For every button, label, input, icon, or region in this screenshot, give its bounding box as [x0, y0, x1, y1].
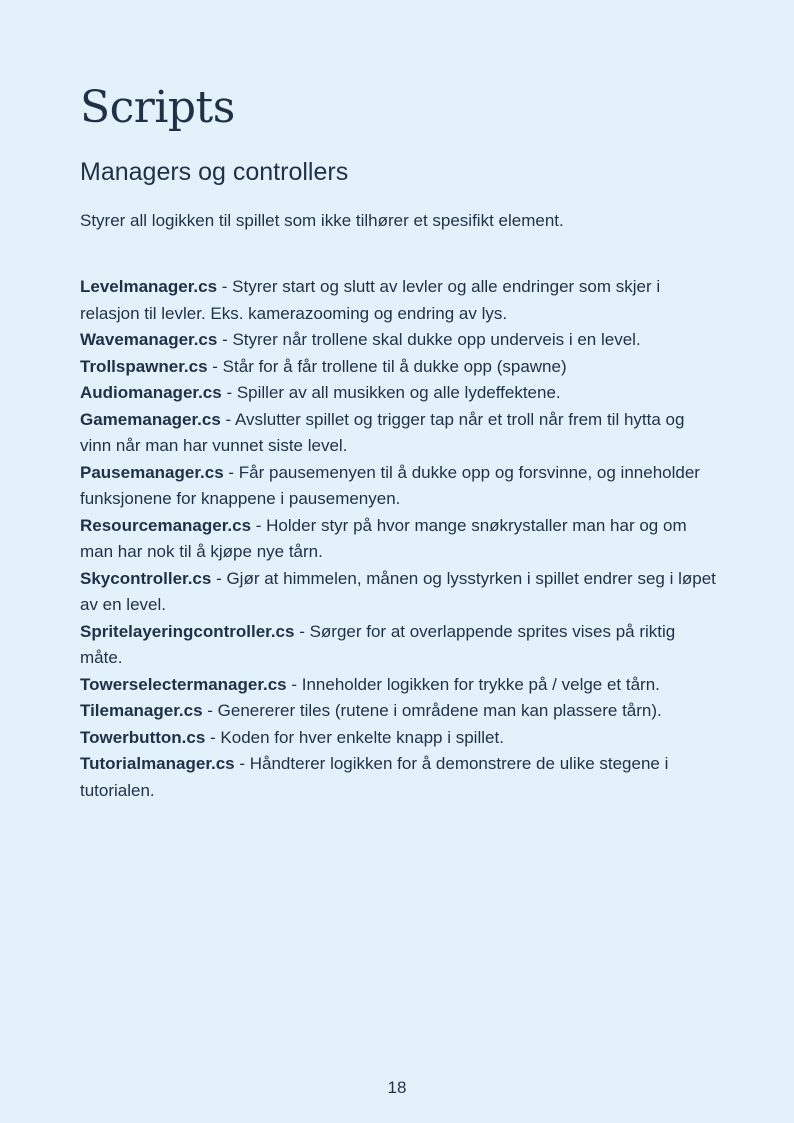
script-name: Wavemanager.cs — [80, 330, 218, 349]
script-name: Towerbutton.cs — [80, 727, 206, 747]
script-entry-skycontroller — [80, 566, 716, 619]
script-name: Spritelayeringcontroller.cs — [80, 621, 295, 641]
script-description: Håndterer logikken for å demonstrere de ulike stegene i tutorialen. — [80, 754, 669, 800]
separator: - — [223, 462, 239, 482]
separator: - — [205, 727, 221, 747]
separator: - — [294, 621, 310, 641]
script-description: Står for å får trollene til å dukke opp (spawne) — [222, 356, 567, 376]
separator: - — [207, 356, 223, 376]
separator: - — [251, 515, 267, 535]
script-entry-pausemanager — [80, 460, 716, 513]
separator: - — [220, 409, 235, 429]
separator: - — [221, 383, 237, 402]
page-number: 18 — [387, 1078, 407, 1097]
script-entry-levelmanager — [80, 274, 716, 327]
script-entry-gamemanager — [80, 407, 716, 460]
script-name: Towerselectermanager.cs — [80, 674, 287, 694]
script-entry-towerselectermanager — [80, 672, 716, 699]
page-title: Scripts — [80, 82, 235, 133]
script-entry-wavemanager — [80, 327, 716, 354]
script-name: Levelmanager.cs — [80, 277, 218, 296]
script-name: Resourcemanager.cs — [80, 515, 252, 535]
script-description: Gjør at himmelen, månen og lysstyrken i spillet endrer seg i løpet av en level. — [80, 568, 716, 614]
separator: - — [286, 674, 302, 694]
separator: - — [217, 277, 233, 296]
script-description: Genererer tiles (rutene i områdene man kan plassere tårn). — [217, 701, 662, 720]
script-name: Audiomanager.cs — [80, 383, 222, 402]
script-description: Inneholder logikken for trykke på / velge et tårn. — [301, 674, 660, 694]
script-name: Tilemanager.cs — [80, 701, 203, 720]
script-description: Styrer når trollene skal dukke opp underveis i en level. — [232, 330, 641, 349]
script-description: Sørger for at overlappende sprites vises på riktig måte. — [80, 621, 676, 667]
separator: - — [217, 330, 233, 349]
script-name: Skycontroller.cs — [80, 568, 212, 588]
script-list — [80, 274, 716, 804]
script-name: Gamemanager.cs — [80, 409, 221, 429]
script-entry-spritelayeringcontroller — [80, 619, 716, 672]
script-description: Får pausemenyen til å dukke opp og forsvinne, og inneholder funksjonene for knappene i pausemenyen. — [80, 462, 700, 508]
script-description: Holder styr på hvor mange snøkrystaller man har og om man har nok til å kjøpe nye tårn. — [80, 515, 687, 561]
script-description: Avslutter spillet og trigger tap når et troll når frem til hytta og vinn når man har vunnet siste level. — [80, 409, 685, 455]
script-entry-tilemanager — [80, 698, 716, 725]
script-entry-towerbutton — [80, 725, 716, 752]
script-name: Pausemanager.cs — [80, 462, 224, 482]
separator: - — [211, 568, 227, 588]
intro-paragraph: Styrer all logikken til spillet som ikke tilhører et spesifikt element. — [80, 211, 564, 230]
script-description: Styrer start og slutt av levler og alle endringer som skjer i relasjon til levler. Eks. kamerazooming og endring av lys. — [80, 277, 661, 323]
script-entry-resourcemanager — [80, 513, 716, 566]
script-name: Trollspawner.cs — [80, 356, 208, 376]
script-entry-trollspawner — [80, 354, 716, 381]
script-description: Koden for hver enkelte knapp i spillet. — [220, 727, 504, 747]
script-description: Spiller av all musikken og alle lydeffektene. — [236, 383, 561, 402]
script-name: Tutorialmanager.cs — [80, 754, 235, 773]
separator: - — [202, 701, 218, 720]
section-subtitle: Managers og controllers — [80, 158, 349, 186]
separator: - — [234, 754, 250, 773]
script-entry-tutorialmanager — [80, 751, 716, 804]
script-entry-audiomanager — [80, 380, 716, 407]
